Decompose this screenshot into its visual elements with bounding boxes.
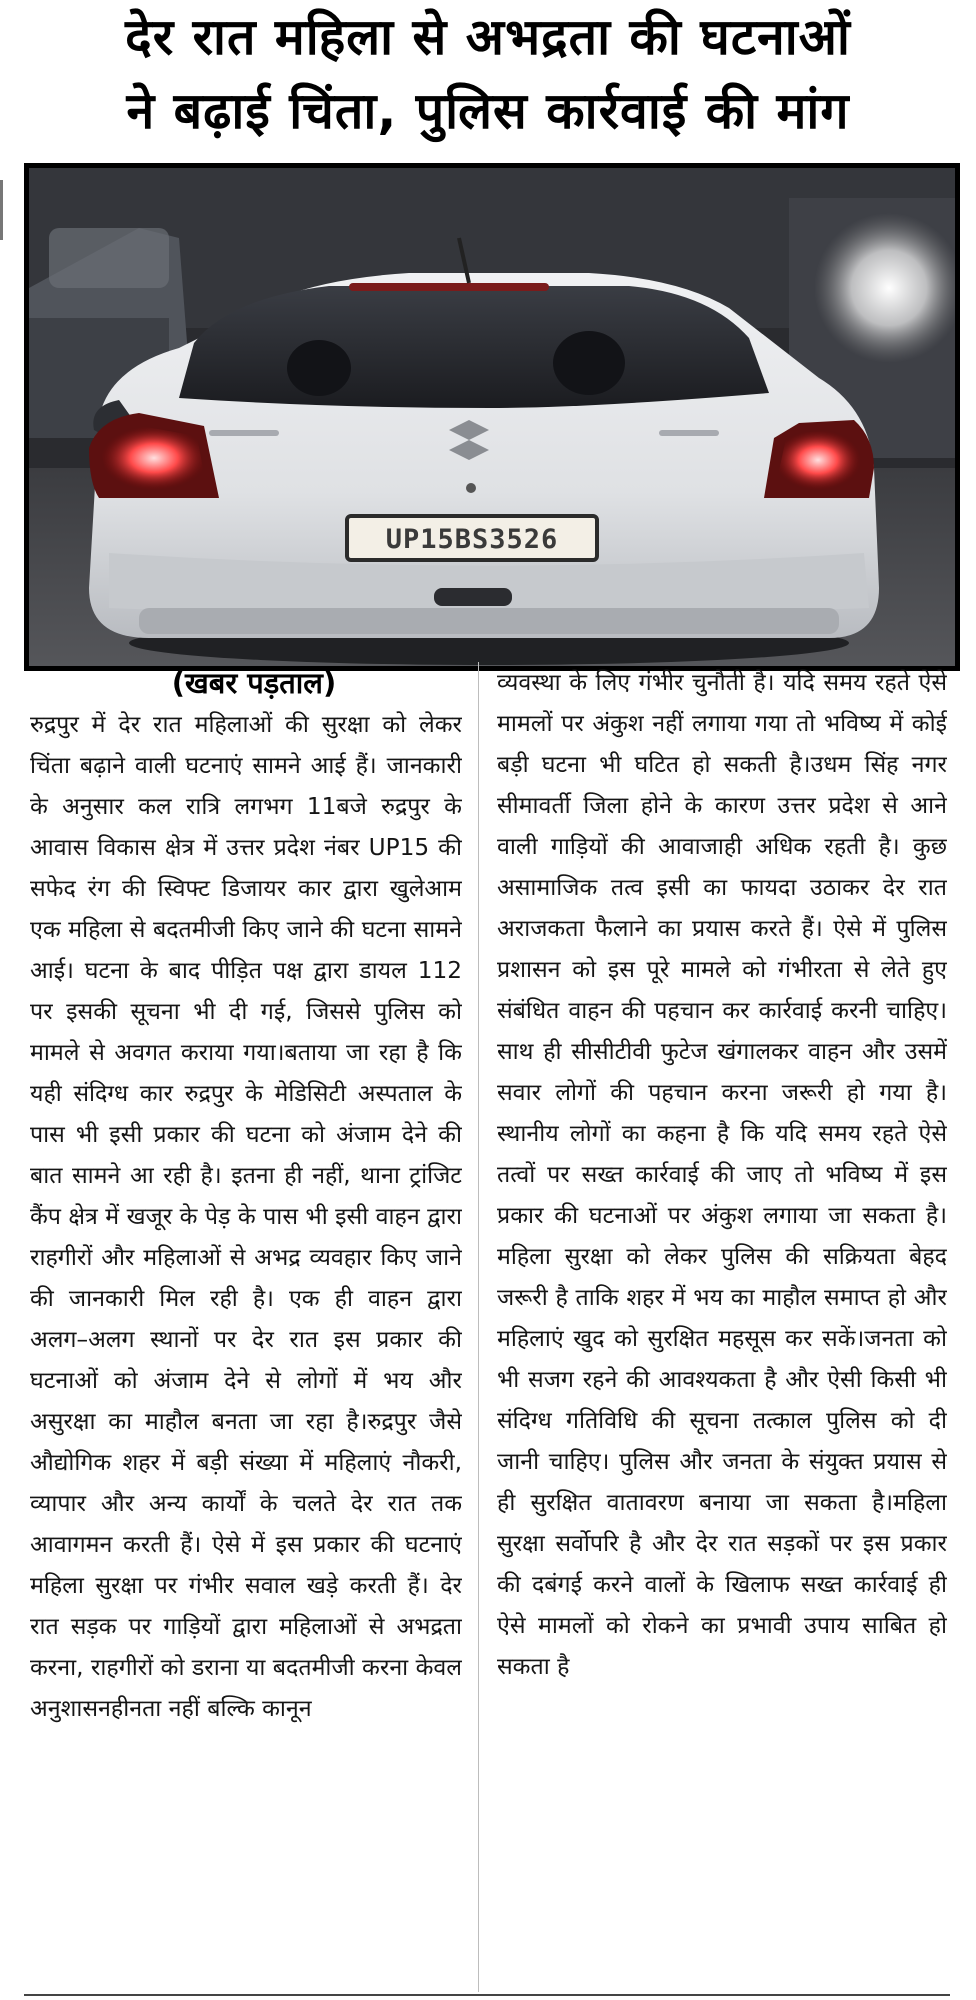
- left-tail-lamp: [101, 426, 207, 490]
- headline-line-1: देर रात महिला से अभद्रता की घटनाओं: [125, 8, 851, 66]
- article-column-right: व्यवस्था के लिए गंभीर चुनौती है। यदि समय रहते ऐसे मामलों पर अंकुश नहीं लगाया गया तो भविष्य में कोई बड़ी घटना भी घटित हो सकती है।उधम सिंह नगर सीमावर्ती जिला होने के कारण उत्तर प्रदेश से आने वाली गाड़ियों की आवाजाही अधिक रहती है। कुछ असामाजिक तत्व इसी का फायदा उठाकर देर रात अराजकता फैलाने का प्रयास करते हैं। ऐसे में पुलिस प्रशासन को इस पूरे मामले को गंभीरता से लेते हुए संबंधित वाहन की पहचान कर कार्रवाई करनी चाहिए। साथ ही सीसीटीवी फुटेज खंगालकर वाहन और उसमें सवार लोगों की पहचान करना जरूरी हो गया है।स्थानीय लोगों का कहना है कि यदि समय रहते ऐसे तत्वों पर सख्त कार्रवाई की जाए तो भविष्य में इस प्रकार की घटनाओं पर अंकुश लगाया जा सकता है। महिला सुरक्षा को लेकर पुलिस की सक्रियता बेहद जरूरी है ताकि शहर में भय का माहौल समाप्त हो और महिलाएं खुद को सुरक्षित महसूस कर सकें।जनता को भी सजग रहने की आवश्यकता है और ऐसी किसी भी संदिग्ध गतिविधि की सूचना तत्काल पुलिस को दी जानी चाहिए। पुलिस और जनता के संयुक्त प्रयास से ही सुरक्षित वातावरण बनाया जा सकता है।महिला सुरक्षा सर्वोपरि है और देर रात सड़कों पर इस प्रकार की दबंगई करने वालों के खिलाफ सख्त कार्रवाई ही ऐसे मामलों को रोकने का प्रभावी उपाय साबित हो सकता है: [497, 669, 947, 1680]
- rear-window: [179, 286, 769, 408]
- page-edge-mark: [0, 180, 3, 240]
- tow-hook-cover: [434, 588, 512, 606]
- headline: [0, 0, 976, 148]
- news-photo: [24, 163, 960, 671]
- white-car-rear-photo: [29, 168, 955, 666]
- plate-number-text: UP15BS3526: [385, 524, 559, 555]
- article-kicker: (खबर पड़ताल): [171, 666, 337, 700]
- article-column-left: रुद्रपुर में देर रात महिलाओं की सुरक्षा को लेकर चिंता बढ़ाने वाली घटनाएं सामने आई हैं। जानकारी के अनुसार कल रात्रि लगभग 11बजे रुद्रपुर के आवास विकास क्षेत्र में उत्तर प्रदेश नंबर UP15 की सफेद रंग की स्विफ्ट डिजायर कार द्वारा खुलेआम एक महिला से बदतमीजी किए जाने की घटना सामने आई। घटना के बाद पीड़ित पक्ष द्वारा डायल 112 पर इसकी सूचना भी दी गई, जिससे पुलिस को मामले से अवगत कराया गया।बताया जा रहा है कि यही संदिग्ध कार रुद्रपुर के मेडिसिटी अस्पताल के पास भी इसी प्रकार की घटना को अंजाम देने की बात सामने आ रही है। इतना ही नहीं, थाना ट्रांजिट कैंप क्षेत्र में खजूर के पेड़ के पास भी इसी वाहन द्वारा राहगीरों और महिलाओं से अभद्र व्यवहार किए जाने की जानकारी मिल रही है। एक ही वाहन द्वारा अलग–अलग स्थानों पर देर रात इस प्रकार की घटनाओं को अंजाम देने से लोगों में भय और असुरक्षा का माहौल बनता जा रहा है।रुद्रपुर जैसे औद्योगिक शहर में बड़ी संख्या में महिलाएं नौकरी, व्यापार और अन्य कार्यों के चलते देर रात तक आवागमन करती हैं। ऐसे में इस प्रकार की घटनाएं महिला सुरक्षा पर गंभीर सवाल खड़े करती हैं। देर रात सड़क पर गाड़ियों द्वारा महिलाओं से अभद्रता करना, राहगीरों को डराना या बदतमीजी करना केवल अनुशासनहीनता नहीं बल्कि कानून: [30, 711, 462, 1722]
- column-divider: [478, 662, 479, 1992]
- bottom-rule: [24, 1994, 950, 1996]
- right-tail-lamp: [775, 430, 861, 490]
- headline-line-2: ने बढ़ाई चिंता, पुलिस कार्रवाई की मांग: [126, 82, 850, 140]
